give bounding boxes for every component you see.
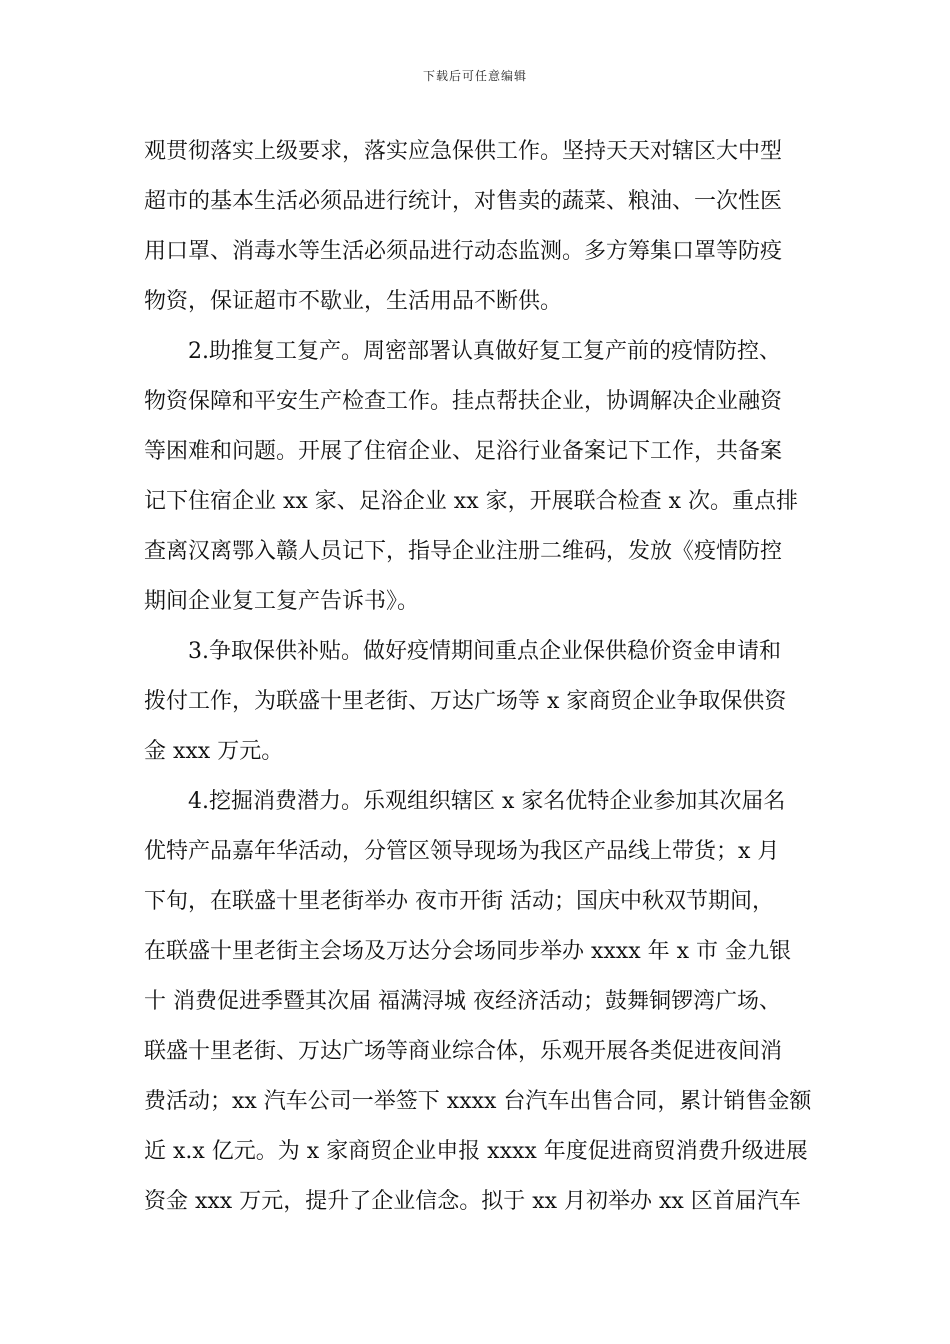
text-line: 用口罩、消毒水等生活必须品进行动态监测。多方筹集口罩等防疫 — [144, 239, 783, 264]
text-line: 观贯彻落实上级要求，落实应急保供工作。坚持天天对辖区大中型 — [144, 139, 783, 164]
paragraph — [144, 327, 814, 627]
paragraph — [144, 627, 814, 777]
text-line: 费活动；xx 汽车公司一举签下 xxxx 台汽车出售合同，累计销售金额 — [144, 1089, 812, 1114]
text-line: 资金 xxx 万元，提升了企业信念。拟于 xx 月初举办 xx 区首届汽车 — [144, 1189, 801, 1214]
text-line: 十 消费促进季暨其次届 福满浔城 夜经济活动；鼓舞铜锣湾广场、 — [144, 989, 781, 1014]
text-line: 3.争取保供补贴。做好疫情期间重点企业保供稳价资金申请和 — [144, 639, 781, 664]
text-line: 2.助推复工复产。周密部署认真做好复工复产前的疫情防控、 — [144, 339, 781, 364]
text-line: 在联盛十里老街主会场及万达分会场同步举办 xxxx 年 x 市 金九银 — [144, 939, 792, 964]
text-line: 超市的基本生活必须品进行统计，对售卖的蔬菜、粮油、一次性医 — [144, 189, 783, 214]
paragraph — [144, 127, 814, 327]
text-line: 物资保障和平安生产检查工作。挂点帮扶企业，协调解决企业融资 — [144, 389, 783, 414]
text-line: 拨付工作，为联盛十里老街、万达广场等 x 家商贸企业争取保供资 — [144, 689, 787, 714]
text-line: 优特产品嘉年华活动，分管区领导现场为我区产品线上带货；x 月 — [144, 839, 780, 864]
page-header: 下载后可任意编辑 — [422, 69, 527, 83]
paragraph — [144, 777, 814, 1227]
text-line: 期间企业复工复产告诉书》。 — [144, 589, 420, 614]
text-line: 物资，保证超市不歇业，生活用品不断供。 — [144, 289, 563, 314]
text-line: 等困难和问题。开展了住宿企业、足浴行业备案记下工作，共备案 — [144, 439, 783, 464]
text-line: 金 xxx 万元。 — [144, 739, 284, 764]
text-line: 近 x.x 亿元。为 x 家商贸企业申报 xxxx 年度促进商贸消费升级进展 — [144, 1139, 808, 1164]
text-line: 记下住宿企业 xx 家、足浴企业 xx 家，开展联合检查 x 次。重点排 — [144, 489, 798, 514]
text-line: 联盛十里老街、万达广场等商业综合体，乐观开展各类促进夜间消 — [144, 1039, 783, 1064]
document-body — [144, 127, 814, 1227]
text-line: 下旬，在联盛十里老街举办 夜市开街 活动；国庆中秋双节期间， — [144, 889, 774, 914]
text-line: 4.挖掘消费潜力。乐观组织辖区 x 家名优特企业参加其次届名 — [144, 789, 786, 814]
text-line: 查离汉离鄂入赣人员记下，指导企业注册二维码，发放《疫情防控 — [144, 539, 783, 564]
